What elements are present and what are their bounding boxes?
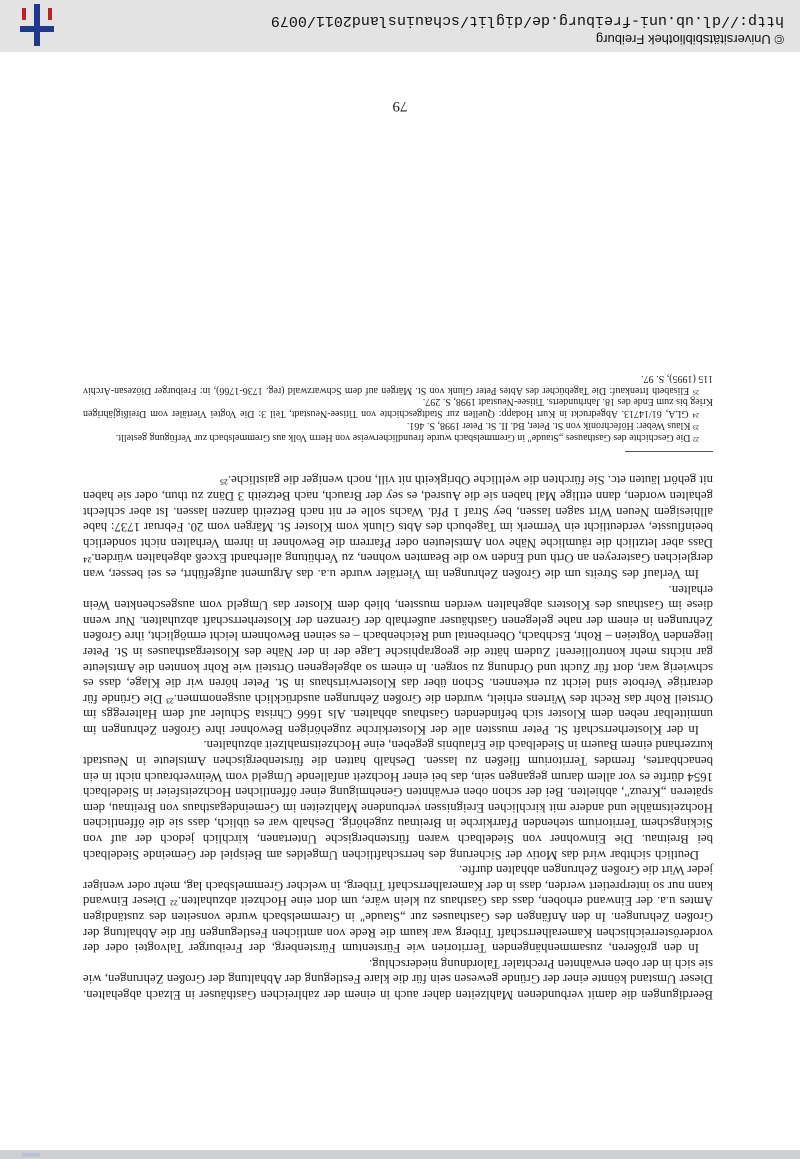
top-scroll-bar[interactable]	[0, 1150, 800, 1159]
paragraph-2: In den größeren, zusammenhängenden Territorien wie Fürstentum Fürstenberg, der Freiburger Talvogtei oder der vorderösterreichischen Kameralherrschaft Triberg war kaum die Rede von amtlichen Festlegungen für die Abhaltung der Großen Zehrungen. In den Anfängen des Gasthauses zur „Staude" in Gremmelsbach wurde vonseiten des zuständigen Amtes u.a. der Einwand erhoben, dass das Gasthaus zu klein wäre, um dort eine Hochzeit abzuhalten.²² Dieser Einwand kann nur so interpretiert werden, dass in der Kameralherrschaft Triberg, in welcher Gremmelsbach lag, mehr oder weniger jeder Wirt die Großen Zehrungen abhalten durfte.	[83, 863, 713, 956]
footnote-22: ²² Die Geschichte des Gasthauses „Staude" in Gremmelsbach wurde freundlicherweise von Herrn Volk aus Gremmelsbach zur Verfügung gestellt.	[115, 431, 699, 443]
paragraph-1: Beerdigungen die damit verbundenen Mahlzeiten daher auch in einem der zahlreichen Gasthäuser in Elzach abgehalten. Dieser Umstand könnte einer der Gründe gewesen sein für die klare Festlegung der Abhaltung der Großen Zehrungen, wie sie sich in der oben erwähnten Prechtaler Talordnung niederschlug.	[83, 956, 713, 1002]
scanned-page	[0, 52, 800, 1150]
paragraph-3: Deutlich sichtbar wird das Motiv der Sicherung des herrschaftlichen Umgeldes am Beispiel der Gemeinde Siedelbach bei Breitnau. Die Einwohner von Siedelbach waren fürstenbergische Untertanen, kirchlich jedoch der auf von Sickingschem Territorium stehenden Pfarrkirche in Breitnau zugehörig. Deshalb war es üblich, dass sie die öffentlichen Hochzeitsmähle und andere mit kirchlichen Ereignissen verbundene Mahlzeiten im Gemeindegasthaus von Breitnau, dem späteren „Kreuz", abhielten. Bei der schon oben erwähnten Genehmigung einer öffentlichen Hochzeitsfeier in Siedelbach 1654 dürfte es vor allem darum gegangen sein, das bei einer Hochzeit anfallende Umgeld vom Weinverbrauch nicht in ein benachbartes, fremdes Territorium fließen zu lassen. Deshalb hatten die fürstenbergischen Amtsleute in Neustadt kurzerhand einem Bauern in Siedelbach die Erlaubnis gegeben, eine Hochzeitsmahlzeit abzuhalten.	[83, 738, 713, 862]
page-number: 79	[392, 98, 408, 114]
footnote-24: ²⁴ GLA, 61/14713. Abgedruckt in Kurt Hodapp: Quellen zur Stadtgeschichte von Titisee-Neustadt, Teil 3: Die Vogtei Viertäler vom Dreißigjährigen Krieg bis zum Ende des 18. Jahrhunderts. Titisee-Neustadt 1998, S. 297.	[83, 396, 713, 420]
paragraph-4: In der Klosterherrschaft St. Peter mussten alle der Klosterkirche zugehörigen Bewohner ihre Großen Zehrungen im unmittelbar neben dem Kloster sich befindenden Gasthaus abhalten. Als 1666 Christa Schuler auf dem Haltereggs im Ortsteil Rohr das Recht des Wirtens erhielt, wurden die Großen Zehrungen ausdrücklich ausgenommen.²³ Die Gründe für derartige Verbote sind leicht zu erkennen. Schon über das Klosterwirtshaus in St. Peter hören wir die Klage, dass es schwierig war, dort für Zucht und Ordnung zu sorgen. In einem so abgelegenen Ortsteil wie Rohr konnten die Amtsleute gar nichts mehr kontrollieren! Zudem hätte die geographische Lage der in der Nähe des Klostergasthauses in St. Peter liegenden Vogteien – Rohr, Eschbach, Oberibental und Reichenbach – es seinen Bewohnern leicht ermöglicht, ihre Großen Zehrungen in einem der nahe gelegenen Gasthäuser außerhalb der Grenzen der Klosterherrschaft abzuhalten. Nur wenn diese im Gasthaus des Klosters abgehalten werden mussten, blieb dem Kloster das Umgeld vom ausgeschenkten Wein erhalten.	[83, 582, 713, 737]
library-footer	[0, 0, 800, 52]
footnote-25: ²⁵ Elisabeth Irtenkauf: Die Tagebücher des Abtes Peter Glunk von St. Märgen auf dem Schwarzwald (reg. 1736-1766), in: Freiburger Diözesan-Archiv 115 (1995), S. 97.	[83, 372, 713, 396]
page-body	[83, 372, 713, 1002]
footnote-rule	[625, 451, 713, 452]
permalink-url[interactable]: http://dl.ub.uni-freiburg.de/diglit/schauinsland2011/0079	[270, 12, 784, 29]
scroll-marker	[22, 1153, 40, 1157]
paragraph-5: Im Verlauf des Streits um die Großen Zehrungen im Viertäler wurde u.a. das Argument aufgeführt, es sei besser, wan dergleichen Gastereyen an Orth und Enden wo die Beamten wohnen, zu Verhütung allerhandt Exceß abgehalten würden.²⁴ Dass aber letztlich die räumliche Nähe von Amtsleuten oder Pfarrern die Bewohner in ihrem Verhalten nicht sonderlich beeinflusste, verdeutlicht ein Vermerk im Tagebuch des Abts Glunk vom Kloster St. Märgen vom 20. Februar 1737: habe allhiesigem Neuen Wirt sagen lassen, bey Straf 1 Pfd. Wachs solle er nit nach Betzeith danzen lassen. Ist aber schlecht gehalten worden, dann ettlige Mal haben sie die Ausred, es sey der Brauch, nach Betzeith 3 Dänz zu thun, oder sie haben nit gehört läuten etc. Sie fürchten die weltliche Obrigkeith nit vill, noch weniger die gaistliche.²⁵	[83, 473, 713, 581]
footnote-23: ²³ Klaus Weber: Höfechronik von St. Peter, Bd. II. St. Peter 1998, S. 461.	[406, 420, 699, 432]
copyright-notice: © Universitätsbibliothek Freiburg	[595, 32, 784, 47]
ub-freiburg-logo-icon	[14, 4, 60, 46]
